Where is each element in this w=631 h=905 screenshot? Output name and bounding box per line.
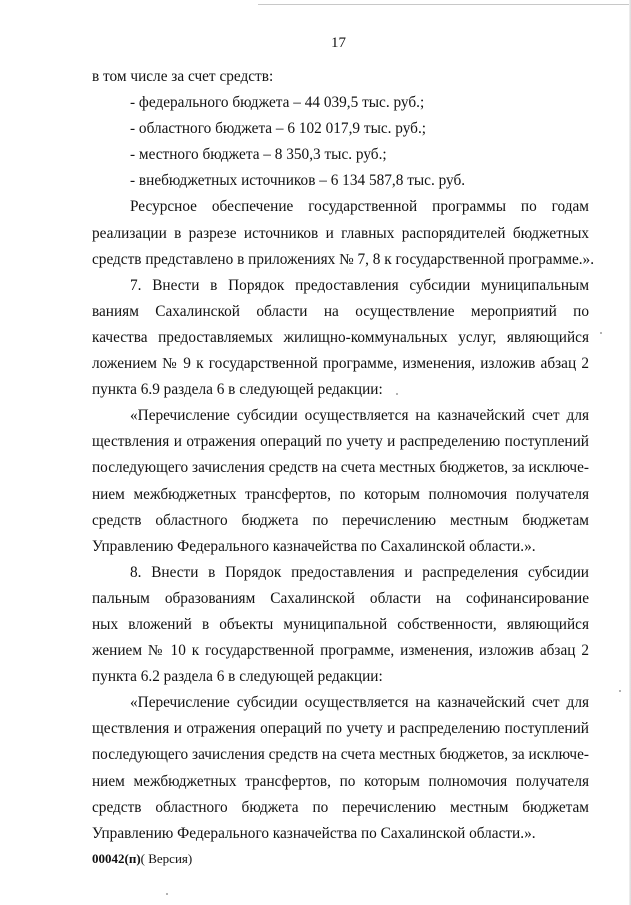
text-line: пальным образованиям Сахалинской области на софинансирование (92, 589, 589, 607)
text-line: последующего зачисления средств на счета местных бюджетов, за исключе- (92, 459, 589, 477)
document-code (92, 851, 192, 867)
text-line: пункта 6.9 раздела 6 в следующей редакции: (92, 381, 383, 399)
text-line: нием межбюджетных трансфертов, по которым полномочия получателя (92, 485, 589, 503)
text-line: реализации в разрезе источников и главных распорядителей бюджетных (92, 224, 589, 242)
text-line: пункта 6.2 раздела 6 в следующей редакции: (92, 668, 383, 686)
text-line: 7. Внести в Порядок предоставления субсидии муниципальным (130, 276, 589, 294)
text-line: - внебюджетных источников – 6 134 587,8 тыс. руб. (130, 172, 466, 190)
text-line: средств областного бюджета по перечислению местным бюджетам (92, 798, 589, 816)
document-version-label: ( Версия) (140, 851, 193, 866)
text-line: «Перечисление субсидии осуществляется на казначейский счет для (130, 694, 589, 712)
document-body (92, 64, 595, 847)
text-line: - местного бюджета – 8 350,3 тыс. руб.; (130, 146, 387, 164)
text-line: - федерального бюджета – 44 039,5 тыс. руб.; (130, 94, 425, 112)
text-line: ваниям Сахалинской области на осуществление мероприятий по (92, 302, 589, 320)
text-line: жением № 10 к государственной программе, изменения, изложив абзац 2 (92, 642, 589, 660)
text-line: средств областного бюджета по перечислению местным бюджетам (92, 511, 589, 529)
text-line: Ресурсное обеспечение государственной программы по годам (130, 198, 589, 216)
text-line: Управлению Федерального казначейства по Сахалинской области.». (92, 537, 536, 555)
scan-speck (600, 332, 602, 334)
text-line: 8. Внести в Порядок предоставления и распределения субсидии (130, 563, 589, 581)
text-line: последующего зачисления средств на счета местных бюджетов, за исключе- (92, 746, 589, 764)
text-line: ных вложений в объекты муниципальной собственности, являющийся (92, 615, 589, 633)
text-line: Управлению Федерального казначейства по Сахалинской области.». (92, 824, 536, 842)
text-line: ложением № 9 к государственной программе, изменения, изложив абзац 2 (92, 355, 589, 373)
text-line: нием межбюджетных трансфертов, по которым полномочия получателя (92, 772, 589, 790)
text-line: в том числе за счет средств: (92, 68, 274, 85)
scan-speck (619, 690, 621, 692)
text-line: качества предоставляемых жилищно-коммунальных услуг, являющийся (92, 328, 589, 346)
text-line: - областного бюджета – 6 102 017,9 тыс. руб.; (130, 120, 427, 138)
scan-edge-top (258, 4, 631, 5)
text-line: средств представлено в приложениях № 7, 8 к государственной программе.». (92, 250, 595, 268)
text-line: «Перечисление субсидии осуществляется на казначейский счет для (130, 407, 589, 425)
document-code-number: 00042(п) (92, 851, 141, 866)
scan-speck (396, 393, 398, 395)
scan-speck (166, 893, 168, 895)
page-number: 17 (331, 35, 346, 51)
text-line: ществления и отражения операций по учету и распределению поступлений (92, 433, 589, 451)
text-line: ществления и отражения операций по учету и распределению поступлений (92, 720, 589, 738)
